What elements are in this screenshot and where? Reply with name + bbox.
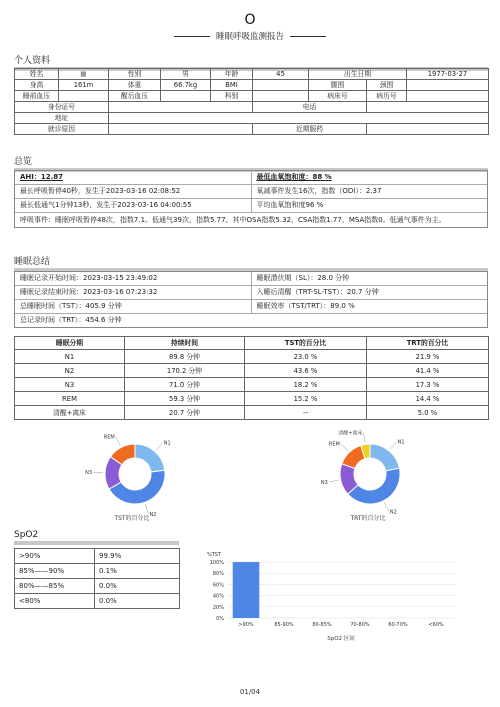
meds-value	[367, 124, 489, 135]
x-tick-label: 60-70%	[388, 622, 408, 628]
address-label: 地址	[15, 113, 109, 124]
neck-value	[407, 80, 489, 91]
table-row	[15, 549, 180, 564]
dob-value: 1977-03-27	[407, 69, 489, 80]
record-end: 睡眠记录结束时间：2023-03-16 07:23:32	[20, 288, 158, 296]
spo2-range: 85%——90%	[15, 564, 95, 579]
sleep-latency: 睡眠潜伏期（SL）：28.0 分钟	[251, 272, 488, 285]
stage-cell: 清醒+离床	[15, 406, 125, 420]
slice-label: N1	[397, 439, 405, 446]
report-logo: O	[244, 12, 256, 28]
x-tick-label: 70-80%	[350, 622, 370, 628]
title-divider-right	[290, 36, 326, 37]
trt-pct-cell: 21.9 %	[367, 350, 489, 364]
slice-label: N1	[163, 440, 171, 447]
tst-donut-chart	[70, 432, 200, 518]
gender-label: 性别	[109, 69, 161, 80]
stage-header: 睡眠分期	[15, 337, 125, 350]
x-tick-label: 85-90%	[274, 622, 294, 628]
longest-apnea: 最长呼吸暂停40秒，发生于2023-03-16 02:08:52	[20, 187, 181, 195]
trt-donut-chart	[305, 430, 435, 516]
bmi-label: BMI	[211, 80, 253, 91]
trt-pct-cell: 17.3 %	[367, 378, 489, 392]
slice-leader-line	[116, 437, 121, 446]
stage-cell: REM	[15, 392, 125, 406]
address-value	[109, 113, 489, 124]
report-title: 睡眠呼吸监测报告	[215, 32, 284, 42]
duration-header: 持续时间	[125, 337, 245, 350]
spo2-pct: 0.0%	[95, 579, 180, 594]
table-row	[15, 564, 180, 579]
weight-label: 体重	[109, 80, 161, 91]
table-row	[15, 392, 489, 406]
tst-pct-cell: --	[245, 406, 367, 420]
longest-hypoxia: 最长低通气1分钟13秒，发生于2023-03-16 04:00:55	[20, 201, 192, 209]
section-overview-title: 总览	[14, 157, 33, 167]
summary-box	[14, 271, 488, 328]
tst-pct-cell: 23.0 %	[245, 350, 367, 364]
section-spo2-title: SpO2	[14, 530, 39, 540]
odi-value: 氧减事件发生16次，指数（ODI）：2.37	[251, 185, 488, 198]
spo2-pct: 0.1%	[95, 564, 180, 579]
spo2-range: >90%	[15, 549, 95, 564]
slice-label: REM	[328, 441, 340, 448]
trt-pct-header: TRT的百分比	[367, 337, 489, 350]
y-axis-label: %TST	[207, 552, 222, 558]
bp-before-label: 睡前血压	[15, 91, 59, 102]
dept-value	[253, 91, 309, 102]
total-record-time: 总记录时间（TRT）：454.6 分钟	[20, 316, 122, 324]
duration-cell: 59.3 分钟	[125, 392, 245, 406]
phone-value	[367, 102, 489, 113]
bp-after-value	[161, 91, 211, 102]
slice-label: REM	[103, 434, 115, 441]
title-divider-left	[174, 36, 210, 37]
y-tick-label: 0%	[216, 616, 224, 622]
section-summary-title: 睡眠总结	[14, 257, 51, 267]
duration-cell: 20.7 分钟	[125, 406, 245, 420]
section-bar	[14, 541, 179, 545]
tst-pct-cell: 15.2 %	[245, 392, 367, 406]
spo2-range: <80%	[15, 594, 95, 609]
slice-leader-line	[341, 444, 348, 451]
trt-pct-cell: 5.0 %	[367, 406, 489, 420]
donut-slice	[135, 444, 165, 472]
dept-label: 科别	[211, 91, 253, 102]
stage-cell: N3	[15, 378, 125, 392]
x-tick-label: 80-85%	[312, 622, 332, 628]
height-value: 161m	[59, 80, 109, 91]
total-sleep-time: 总睡眠时间（TST）：405.9 分钟	[20, 302, 122, 310]
slice-leader-line	[363, 433, 365, 443]
bp-after-label: 醒后血压	[109, 91, 161, 102]
y-tick-label: 100%	[209, 560, 224, 566]
bp-before-value	[59, 91, 109, 102]
summary-empty-cell	[251, 314, 487, 327]
id-value	[109, 102, 253, 113]
slice-label: 清醒+离床	[338, 430, 363, 437]
trt-chart-caption: TRT的百分比	[350, 515, 386, 522]
slice-label: N2	[389, 509, 397, 516]
x-tick-label: >90%	[238, 622, 254, 628]
name-value: ■	[59, 69, 109, 80]
slice-label: N3	[85, 470, 93, 477]
stage-cell: N2	[15, 364, 125, 378]
slice-leader-line	[329, 480, 339, 482]
min-spo2-value: 最低血氧饱和度：88 %	[251, 171, 488, 184]
tst-pct-cell: 18.2 %	[245, 378, 367, 392]
slice-leader-line	[384, 503, 388, 512]
tst-pct-cell: 43.6 %	[245, 364, 367, 378]
duration-cell: 71.0 分钟	[125, 378, 245, 392]
table-row	[15, 406, 489, 420]
trt-pct-cell: 41.4 %	[367, 364, 489, 378]
spo2-pct: 0.0%	[95, 594, 180, 609]
weight-value: 66.7kg	[161, 80, 211, 91]
spo2-bar-chart	[205, 548, 465, 648]
y-tick-label: 40%	[212, 593, 224, 600]
trt-pct-cell: 14.4 %	[367, 392, 489, 406]
stage-cell: N1	[15, 350, 125, 364]
table-row	[15, 364, 489, 378]
table-row	[15, 579, 180, 594]
tst-pct-header: TST的百分比	[245, 337, 367, 350]
section-personal-title: 个人资料	[14, 56, 51, 66]
waso: 入睡后清醒（TRT-SL-TST）：20.7 分钟	[251, 286, 488, 299]
spo2-table	[14, 548, 180, 609]
page-number: 01/04	[239, 688, 261, 696]
y-tick-label: 80%	[212, 571, 224, 578]
reason-value	[109, 124, 253, 135]
section-summary-heading	[14, 254, 488, 272]
report-title-row	[0, 30, 500, 42]
y-tick-label: 60%	[212, 582, 224, 589]
slice-leader-line	[390, 442, 396, 450]
respiratory-events: 呼吸事件：睡眠呼吸暂停48次，指数7.1。低通气39次，指数5.77。其中OSA指数5.32，CSA指数1.77，MSA指数0。低通气事件为主。	[20, 216, 446, 224]
slice-leader-line	[156, 442, 163, 450]
tst-chart-caption: TST的百分比	[114, 515, 150, 522]
section-spo2-heading	[14, 530, 488, 545]
bed-label: 病床号	[309, 91, 367, 102]
y-tick-label: 20%	[212, 604, 224, 611]
id-label: 身份证号	[15, 102, 109, 113]
spo2-range: 80%——85%	[15, 579, 95, 594]
neck-label: 颈围	[367, 80, 407, 91]
table-row	[15, 378, 489, 392]
ahi-value: AHI：12.87	[20, 173, 64, 181]
donut-slice	[370, 444, 399, 471]
x-tick-label: <60%	[428, 622, 444, 628]
record-value	[407, 91, 489, 102]
phone-label: 电话	[253, 102, 367, 113]
height-label: 身高	[15, 80, 59, 91]
avg-spo2-value: 平均血氧饱和度96 %	[251, 199, 488, 212]
spo2-pct: 99.9%	[95, 549, 180, 564]
age-label: 年龄	[211, 69, 253, 80]
slice-label: N2	[149, 511, 157, 518]
gender-value: 男	[161, 69, 211, 80]
duration-cell: 89.8 分钟	[125, 350, 245, 364]
table-row	[15, 594, 180, 609]
record-start: 睡眠记录开始时间：2023-03-15 23:49:02	[20, 274, 158, 282]
reason-label: 就诊原因	[15, 124, 109, 135]
slice-label: N3	[320, 479, 328, 486]
sleep-stage-table	[14, 336, 489, 420]
name-label: 姓名	[15, 69, 59, 80]
waist-label: 腰围	[309, 80, 367, 91]
duration-cell: 170.2 分钟	[125, 364, 245, 378]
dob-label: 出生日期	[309, 69, 407, 80]
x-axis-label: SpO2 区间	[327, 636, 355, 642]
bmi-value	[253, 80, 309, 91]
personal-info-table	[14, 68, 489, 135]
record-label: 病历号	[367, 91, 407, 102]
overview-box	[14, 170, 488, 228]
table-row	[15, 350, 489, 364]
meds-label: 近期服药	[253, 124, 367, 135]
age-value: 45	[253, 69, 309, 80]
spo2-bar	[233, 562, 260, 618]
sleep-efficiency: 睡眠效率（TST/TRT）：89.0 %	[251, 300, 488, 313]
